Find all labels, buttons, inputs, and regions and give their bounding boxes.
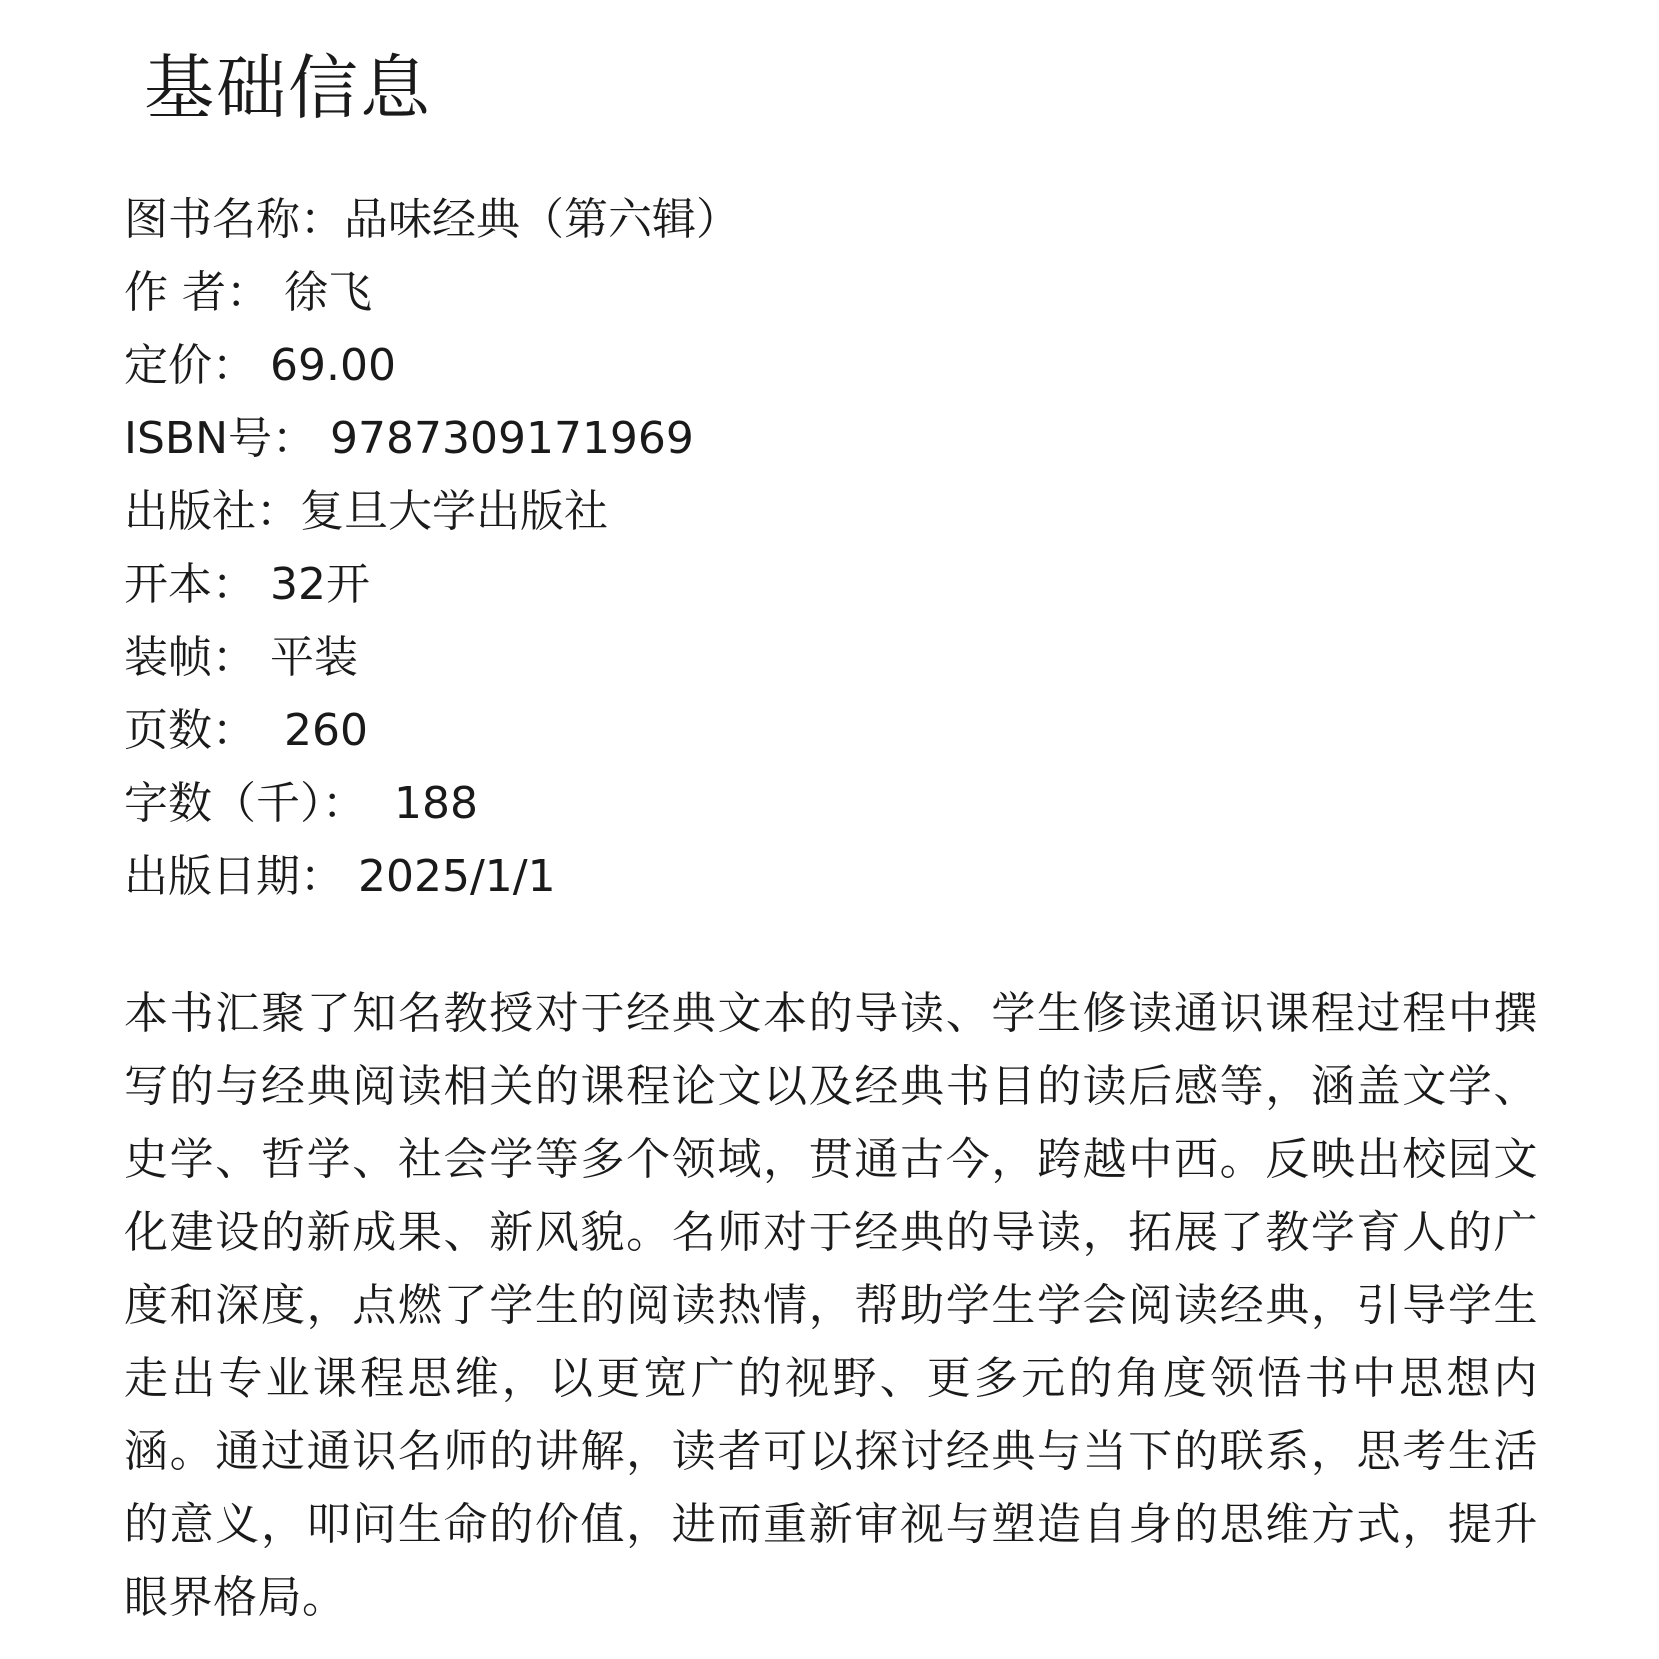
info-publisher: 出版社：复旦大学出版社 — [124, 486, 608, 537]
info-book-name: 图书名称：品味经典（第六辑） — [124, 194, 740, 245]
book-info-list — [124, 183, 740, 913]
info-format: 开本： 32开 — [124, 559, 370, 610]
info-binding: 装帧： 平装 — [124, 632, 358, 683]
book-description: 本书汇聚了知名教授对于经典文本的导读、学生修读通识课程过程中撰写的与经典阅读相关的课程论文以及经典书目的读后感等，涵盖文学、史学、哲学、社会学等多个领域，贯通古今，跨越中西。反映出校园文化建设的新成果、新风貌。名师对于经典的导读，拓展了教学育人的广度和深度，点燃了学生的阅读热情，帮助学生学会阅读经典，引导学生走出专业课程思维，以更宽广的视野、更多元的角度领悟书中思想内涵。通过通识名师的讲解，读者可以探讨经典与当下的联系，思考生活的意义，叩问生命的价值，进而重新审视与塑造自身的思维方式，提升眼界格局。 — [124, 988, 1538, 1623]
info-isbn: ISBN号： 9787309171969 — [124, 413, 694, 464]
info-pub-date: 出版日期： 2025/1/1 — [124, 851, 556, 902]
info-word-count: 字数（千）： 188 — [124, 778, 478, 829]
info-author: 作 者： 徐飞 — [124, 267, 372, 318]
info-pages: 页数： 260 — [124, 705, 368, 756]
info-price: 定价： 69.00 — [124, 340, 396, 391]
page-title: 基础信息 — [144, 47, 432, 129]
